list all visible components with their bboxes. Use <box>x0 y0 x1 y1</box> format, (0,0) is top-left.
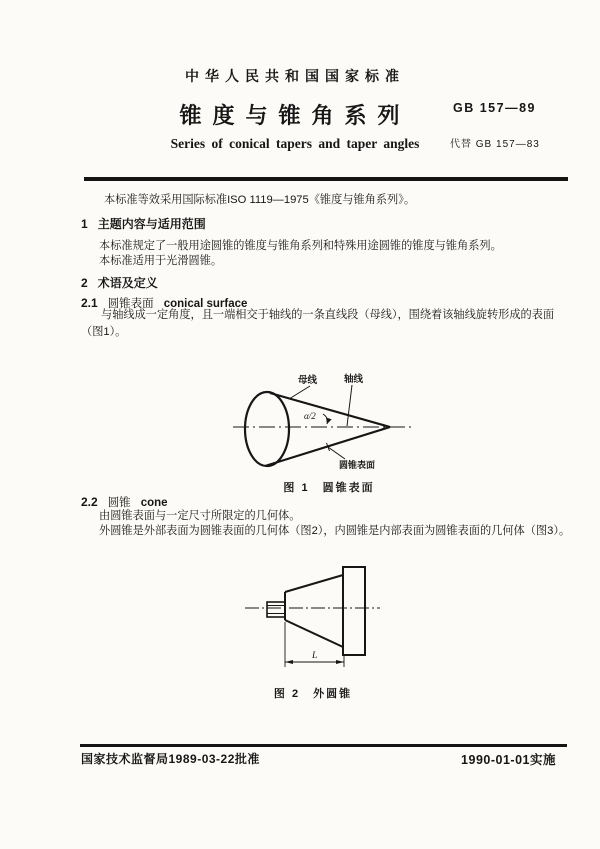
section-2-title: 术语及定义 <box>97 276 158 290</box>
cone-base-ellipse <box>245 392 289 466</box>
section-2-2-term-en: cone <box>140 497 168 509</box>
approval-note: 国家技术监督局1989-03-22批准 <box>81 752 260 766</box>
generatrix-leader-line <box>289 386 310 399</box>
section-2-2-paragraph-1: 由圆锥表面与一定尺寸所限定的几何体。 <box>99 510 301 522</box>
section-1-number: 1 <box>81 217 88 231</box>
figure-2-external-cone-diagram <box>243 558 383 670</box>
standard-code: GB 157—89 <box>453 101 536 115</box>
section-2-2-term-cn: 圆锥 <box>107 497 131 509</box>
figure-2-caption: 图 2 外圆锥 <box>273 688 353 700</box>
figure-1-caption: 图 1 圆锥表面 <box>283 482 375 494</box>
half-angle-arrow <box>323 414 328 424</box>
section-2-1-body: 与轴线成一定角度，且一端相交于轴线的一条直线段（母线），围绕着该轴线旋转形成的表面（图1）。 <box>81 309 555 338</box>
flange <box>343 567 365 655</box>
section-2-2-paragraph-2: 外圆锥是外部表面为圆锥表面的几何体（图2），内圆锥是内部表面为圆锥表面的几何体（图3）。 <box>99 525 571 537</box>
footer-rule <box>80 744 567 747</box>
supersedes-note: 代替 GB 157—83 <box>450 139 540 150</box>
generatrix-label: 母线 <box>298 375 318 386</box>
section-2-1-number: 2.1 <box>81 296 98 310</box>
section-2-number: 2 <box>81 276 88 290</box>
section-1-paragraph-1: 本标准规定了一般用途圆锥的锥度与锥角系列和特殊用途圆锥的锥度与锥角系列。 <box>99 240 502 252</box>
dimension-arrow-right <box>336 660 344 664</box>
intro-paragraph: 本标准等效采用国际标准ISO 1119—1975《锥度与锥角系列》。 <box>104 194 416 206</box>
section-2-1-term-cn: 圆锥表面 <box>107 298 154 310</box>
shaft-end <box>267 602 285 617</box>
section-1-heading <box>81 215 206 233</box>
length-label: L <box>312 651 318 661</box>
frustum-top-edge <box>285 575 343 592</box>
frustum-bottom-edge <box>285 620 343 647</box>
surface-leader-line <box>328 447 345 459</box>
national-standard-label: 中华人民共和国国家标准 <box>185 68 405 84</box>
axis-label: 轴线 <box>344 374 364 385</box>
dimension-arrow-left <box>285 660 293 664</box>
section-2-heading <box>81 274 158 292</box>
document-title-en: Series of conical tapers and taper angles <box>170 136 420 151</box>
section-1-title: 主题内容与适用范围 <box>97 217 206 231</box>
document-title-cn: 锥度与锥角系列 <box>179 103 411 128</box>
section-1-paragraph-2: 本标准适用于光滑圆锥。 <box>99 255 223 267</box>
section-2-1-term-en: conical surface <box>163 298 248 310</box>
effective-date-note: 1990-01-01实施 <box>461 753 556 767</box>
conical-surface-label: 圆锥表面 <box>339 460 376 470</box>
half-angle-label: α/2 <box>304 411 316 421</box>
figure-1-cone-diagram <box>183 352 475 486</box>
axis-leader-line <box>347 385 352 426</box>
header-rule <box>84 177 568 181</box>
section-2-2-number: 2.2 <box>81 495 98 509</box>
